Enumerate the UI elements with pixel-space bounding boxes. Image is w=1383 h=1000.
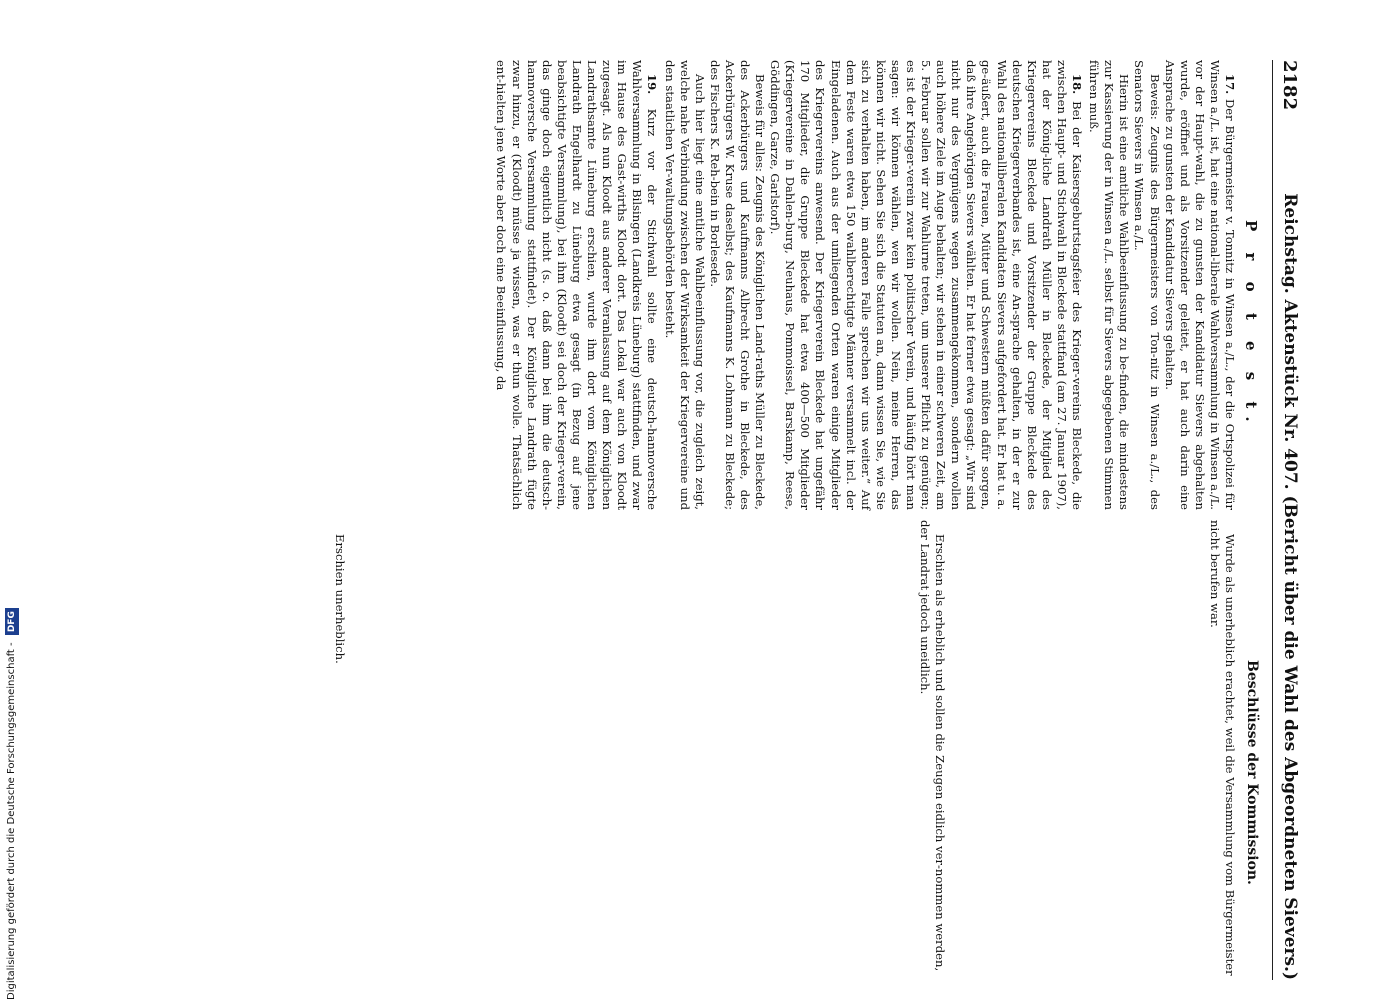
page-header	[1272, 60, 1307, 980]
dfg-logo: DFG	[5, 608, 19, 635]
decision-17: Wurde als unerheblich erachtet, weil die Versammlung vom Bürgermeister nicht berufen war.	[1207, 520, 1237, 976]
running-title: Reichstag. Aktenstück Nr. 407. (Bericht über die Wahl des Abgeordneten Sievers.)	[1280, 193, 1300, 980]
protest-column	[493, 60, 1237, 510]
paragraph-17: 17. Der Bürgermeister v. Tonnitz in Winsen a./L., der die Ortspolizei für Winsen a./L. ist, hat eine national-liberale Wahlversammlung in Winsen a./L. vor der Haupt-wahl, die zu gunsten der Kandidatur Sievers abgehalten wurde, eröffnet und als Vorsitzender geleitet, er hat auch darin eine Ansprache zu gunsten der Kandidatur Sievers gehalten.	[1162, 60, 1237, 510]
paragraph-17-conclusion: Hierin ist eine amtliche Wahlbeeinflussung zu be-finden, die mindestens zur Kassierung der in Winsen a./L. selbst für Sievers abgegebenen Stimmen führen muß.	[1087, 60, 1132, 510]
paragraph-19: 19. Kurz vor der Stichwahl sollte eine deutsch-hannoversche Wahlversammlung in Bilsingen (Landkreis Lüneburg) stattfinden, und zwar im Hause des Gast-wirths Kloodt dort. Das Lokal war auch von Kloodt zugesagt. Als nun Kloodt aus anderer Veranlassung auf dem Königlichen Landrathsamte Lüneburg erschien, wurde ihm dort vom Königlichen Landrath Engelhardt zu Lüneburg etwa gesagt (in Bezug auf jene beabsichtigte Versammlung), bei ihm (Kloodt) sei doch der Krieger-verein, das ginge doch eigentlich nicht (s. o. daß dann bei ihm die deutsch-hannoversche Versammlung stattfindet). Der Königliche Landrath fügte zwar hinzu, er (Kloodt) müsse ja wissen, was er thun wolle. Thatsächlich ent-hielten jene Worte aber doch eine Beeinflussung, da	[494, 60, 660, 511]
page-number: 2182	[1279, 60, 1301, 111]
decision-19: Erschien unerheblich.	[333, 534, 347, 664]
protest-heading: P r o t e s t.	[1242, 220, 1260, 430]
digitization-credit	[3, 520, 21, 1000]
paragraph-18: 18. Bei der Kaisersgeburtstagsfeier des Krieger-vereins Bleckede, die zwischen Haupt- und Stichwahl in Bleckede stattfand (am 27. Januar 1907), hat der König-liche Landrath Müller in Bleckede, der Mitglied des Kriegervereins Bleckede und Vorsitzender der Gruppe Bleckede des deutschen Kriegerverbandes ist, eine An-sprache gehalten, in der er zur Wahl des nationalliberalen Kandidaten Sievers aufgefordert hat. Er hat u. a. ge-äußert, auch die Frauen, Mütter und Schwestern müßten dafür sorgen, daß ihre Angehörigen Sievers wählten. Er hat ferner etwa gesagt: „Wir sind nicht nur des Vergnügens wegen zusammengekommen, sondern wollen auch höhere Ziele im Auge behalten; wir stehen in einer schweren Zeit, am 5. Februar sollen wir zur Wahlurne treten, um unserer Pflicht zu genügen; es ist der Krieger-verein zwar kein politischer Verein, und häufig hört man sagen: wir können wählen, wen wir wollen. Nein, meine Herren, das können wir nicht. Sehen Sie sich die Statuten an, dann wissen Sie, wie Sie sich zu verhalten haben, im anderen Falle sprechen wir uns weiter.“ Auf dem Feste waren etwa 150 wahlberechtigte Männer versammelt incl. der Eingeladenen. Auch aus der umliegenden Orten waren einige Mitglieder des Kriegervereins anwesend. Der Kriegerverein Bleckede hat ungefähr 170 Mitglieder, die Gruppe Bleckede hat etwa 400—500 Mitglieder (Kriegervereine in Dahlen-burg, Neuhaus, Pommoissel, Barskamp, Reese, Göddingen, Garze, Garlstorf).	[768, 60, 1085, 510]
paragraph-17-evidence: Beweis: Zeugnis des Bürgermeisters von Ton-nitz in Winsen a./L., des Senators Sievers in Winsen a./L.	[1132, 60, 1162, 510]
credit-text: Digitalisierung gefördert durch die Deutsche Forschungsgemeinschaft -	[6, 642, 17, 1000]
paragraph-18-conclusion: Auch hier liegt eine amtliche Wahlbeeinflussung vor, die zugleich zeigt, welche nahe Verbindung zwischen der Wirksamkeit der Kriegervereine und den staatlichen Ver-waltungsbehörden besteht.	[662, 60, 707, 510]
document-page	[25, 0, 1315, 1000]
decisions-heading: Beschlüsse der Kommission.	[1244, 660, 1260, 885]
decisions-column	[37, 520, 1237, 990]
paragraph-18-evidence: Beweis für alles: Zeugnis des Königlichen Land-raths Müller zu Bleckede, des Ackerbürgers und Kaufmanns Albrecht Grothe in Bleckede, des Ackerbürgers W. Kruse daselbst; des Kaufmanns K. Lohmann zu Bleckede; des Fischers K. Reh-bein in Borlesede.	[707, 60, 768, 510]
decision-18: Erschien als erheblich und sollen die Zeugen eidlich ver-nommen werden, der Landrat jedoch uneidlich.	[917, 520, 947, 972]
